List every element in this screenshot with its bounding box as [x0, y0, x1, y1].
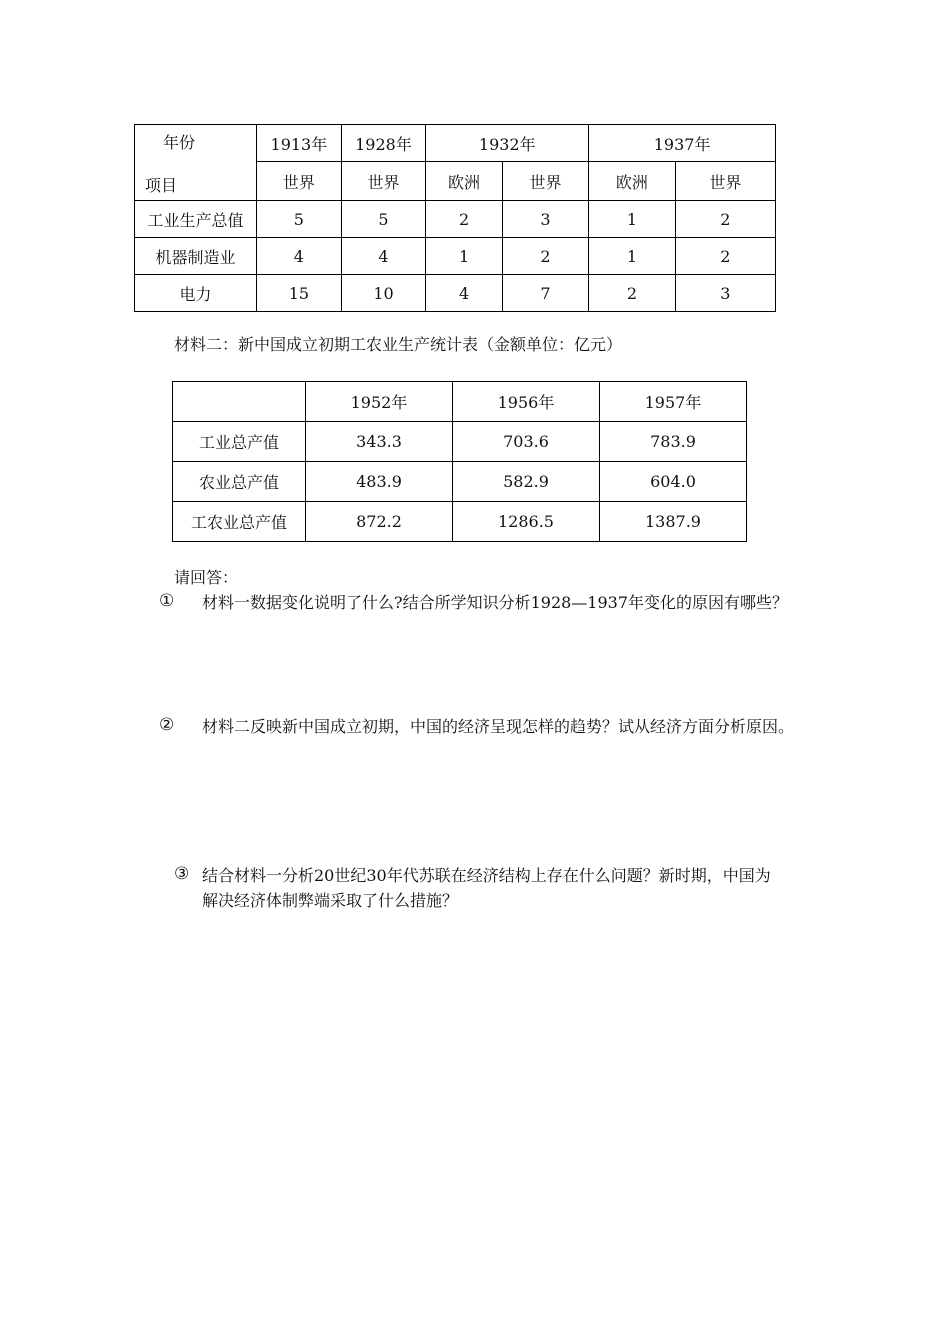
question-1-text: 材料一数据变化说明了什么?结合所学知识分析1928—1937年变化的原因有哪些？: [202, 593, 789, 612]
table1-cell: 5: [257, 201, 342, 238]
table2-corner-cell: [173, 382, 306, 422]
table1-row-label: 工业生产总值: [135, 201, 257, 238]
table1-cell: 2: [589, 275, 675, 312]
table1-row-label: 机器制造业: [135, 238, 257, 275]
table2-cell: 604.0: [600, 462, 747, 502]
question-number-3: ③: [174, 864, 190, 884]
table2-row-label: 工业总产值: [173, 422, 306, 462]
table2-year-header: 1956年: [453, 382, 600, 422]
table1-cell: 1: [589, 238, 675, 275]
table1-region-header: 欧洲: [426, 162, 503, 201]
table1-cell: 2: [426, 201, 503, 238]
question-3-text-line1: 结合材料一分析20世纪30年代苏联在经济结构上存在什么问题？新时期，中国为: [202, 866, 771, 885]
table2-year-header: 1957年: [600, 382, 747, 422]
table1-cell: 1: [426, 238, 503, 275]
table1-cell: 2: [675, 201, 775, 238]
table2-row-label: 工农业总产值: [173, 502, 306, 542]
table1-region-header: 世界: [675, 162, 775, 201]
table1-year-header: 1928年: [341, 125, 426, 162]
table-row: [135, 275, 776, 312]
table1-cell: 2: [675, 238, 775, 275]
question-number-1: ①: [159, 591, 175, 611]
table1-cell: 4: [426, 275, 503, 312]
table-row: [135, 201, 776, 238]
table1-cell: 7: [502, 275, 588, 312]
table2-cell: 783.9: [600, 422, 747, 462]
table2-year-header: 1952年: [306, 382, 453, 422]
table2-cell: 1387.9: [600, 502, 747, 542]
table1-row-label: 电力: [135, 275, 257, 312]
table1-corner-cell: [135, 125, 257, 201]
table-row: [135, 238, 776, 275]
table1-cell: 3: [675, 275, 775, 312]
question-number-2: ②: [159, 715, 175, 735]
table1-region-header: 欧洲: [589, 162, 675, 201]
table2-cell: 582.9: [453, 462, 600, 502]
table2-cell: 343.3: [306, 422, 453, 462]
table1-region-header: 世界: [341, 162, 426, 201]
question-3-text-line2: 解决经济体制弊端采取了什么措施？: [202, 891, 459, 910]
answer-prompt: 请回答：: [174, 568, 239, 587]
table2-cell: 1286.5: [453, 502, 600, 542]
question-2-text: 材料二反映新中国成立初期，中国的经济呈现怎样的趋势？试从经济方面分析原因。: [202, 717, 795, 736]
table2-cell: 703.6: [453, 422, 600, 462]
table1-cell: 1: [589, 201, 675, 238]
soviet-europe-world-ratio-table: [134, 124, 776, 312]
china-industrial-agricultural-output-table: [172, 381, 747, 542]
table1-cell: 2: [502, 238, 588, 275]
table1-cell: 3: [502, 201, 588, 238]
table2-cell: 872.2: [306, 502, 453, 542]
table1-corner-item-label: 项目: [145, 175, 178, 195]
table1-region-header: 世界: [502, 162, 588, 201]
table1-year-header: 1932年: [426, 125, 589, 162]
table-row: [173, 502, 747, 542]
table1-year-header: 1913年: [257, 125, 342, 162]
material2-caption: 材料二：新中国成立初期工农业生产统计表（金额单位：亿元）: [174, 335, 623, 354]
table2-row-label: 农业总产值: [173, 462, 306, 502]
table2-cell: 483.9: [306, 462, 453, 502]
table1-cell: 4: [341, 238, 426, 275]
table-row: [173, 422, 747, 462]
table1-cell: 15: [257, 275, 342, 312]
table1-cell: 10: [341, 275, 426, 312]
table-row: [173, 462, 747, 502]
table1-year-header: 1937年: [589, 125, 776, 162]
table1-cell: 4: [257, 238, 342, 275]
table1-corner-year-label: 年份: [163, 132, 196, 152]
table1-cell: 5: [341, 201, 426, 238]
table1-region-header: 世界: [257, 162, 342, 201]
